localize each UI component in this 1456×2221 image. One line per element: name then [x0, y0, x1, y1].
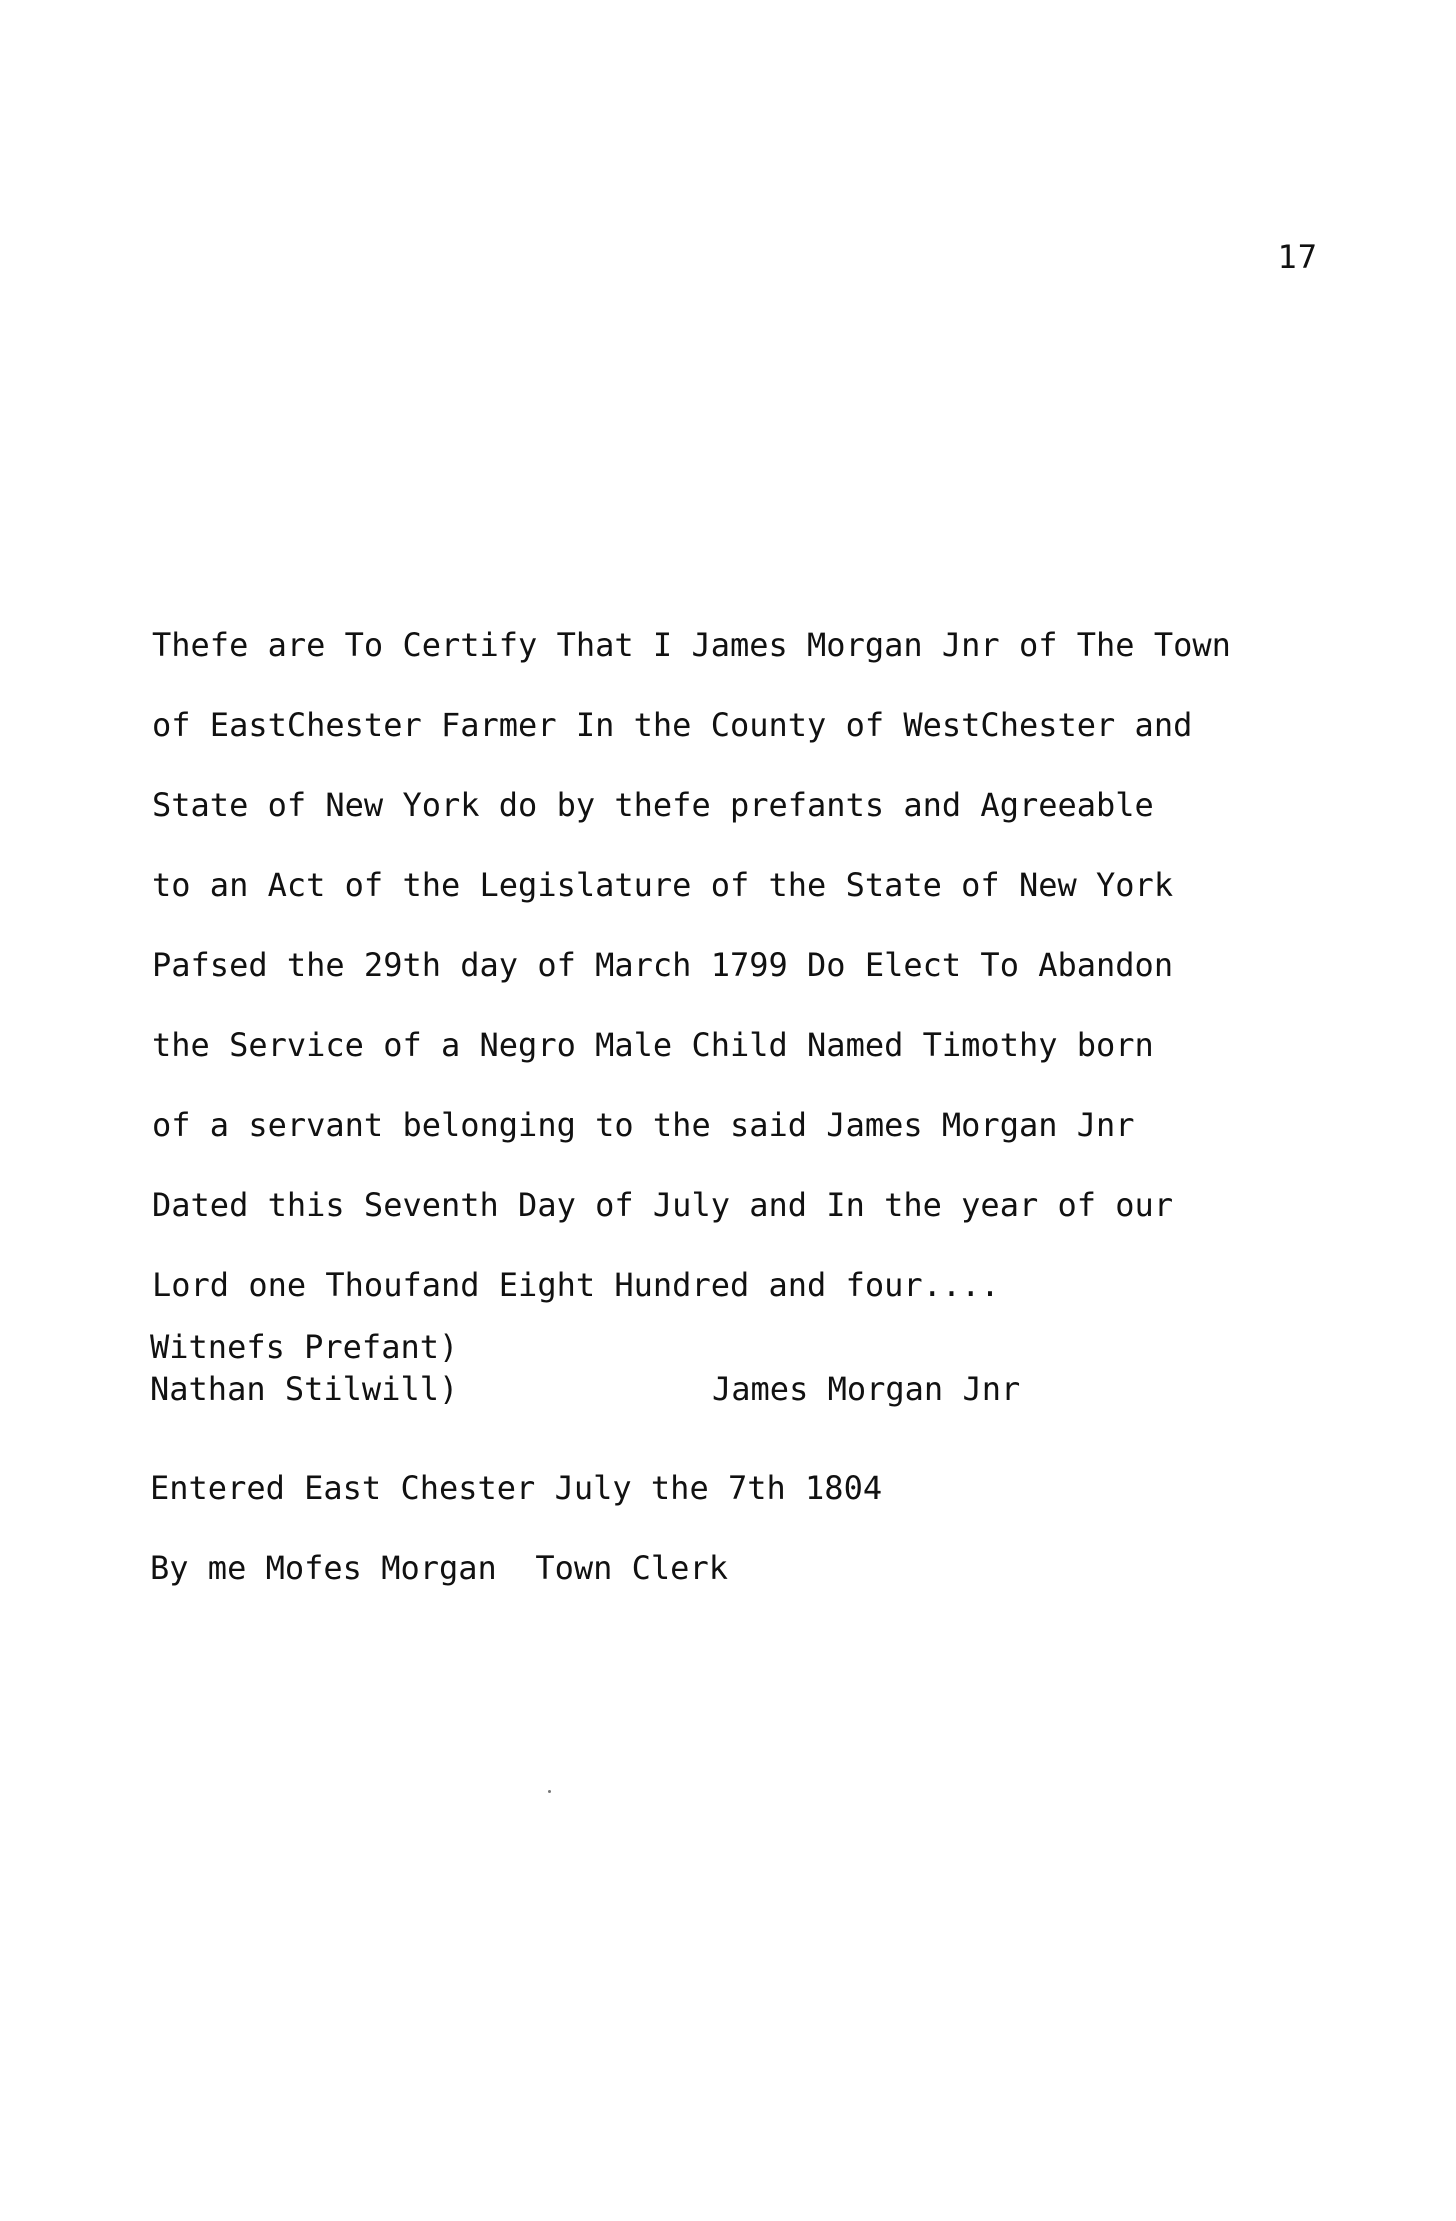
- certificate-body: [152, 605, 1372, 1325]
- witness-heading: Witnefs Prefant): [150, 1328, 459, 1366]
- clerk-line: By me Mofes Morgan Town Clerk: [150, 1549, 728, 1587]
- body-line: State of New York do by thefe prefants and Agreeable: [152, 786, 1154, 824]
- paper-speck: [548, 1790, 551, 1793]
- body-line: the Service of a Negro Male Child Named Timothy born: [152, 1026, 1154, 1064]
- entry-line: Entered East Chester July the 7th 1804: [150, 1469, 883, 1507]
- page-number: 17: [1277, 238, 1318, 276]
- body-line: Dated this Seventh Day of July and In the year of our: [152, 1186, 1174, 1224]
- body-line: Pafsed the 29th day of March 1799 Do Elect To Abandon: [152, 946, 1174, 984]
- entry-block: [150, 1448, 1370, 1608]
- body-line: Lord one Thoufand Eight Hundred and four....: [152, 1266, 1000, 1304]
- body-line: to an Act of the Legislature of the State of New York: [152, 866, 1174, 904]
- signature: James Morgan Jnr: [712, 1370, 1021, 1408]
- body-line: of EastChester Farmer In the County of WestChester and: [152, 706, 1193, 744]
- witness-name: Nathan Stilwill): [150, 1370, 459, 1408]
- body-line: Thefe are To Certify That I James Morgan Jnr of The Town: [152, 626, 1231, 664]
- body-line: of a servant belonging to the said James Morgan Jnr: [152, 1106, 1135, 1144]
